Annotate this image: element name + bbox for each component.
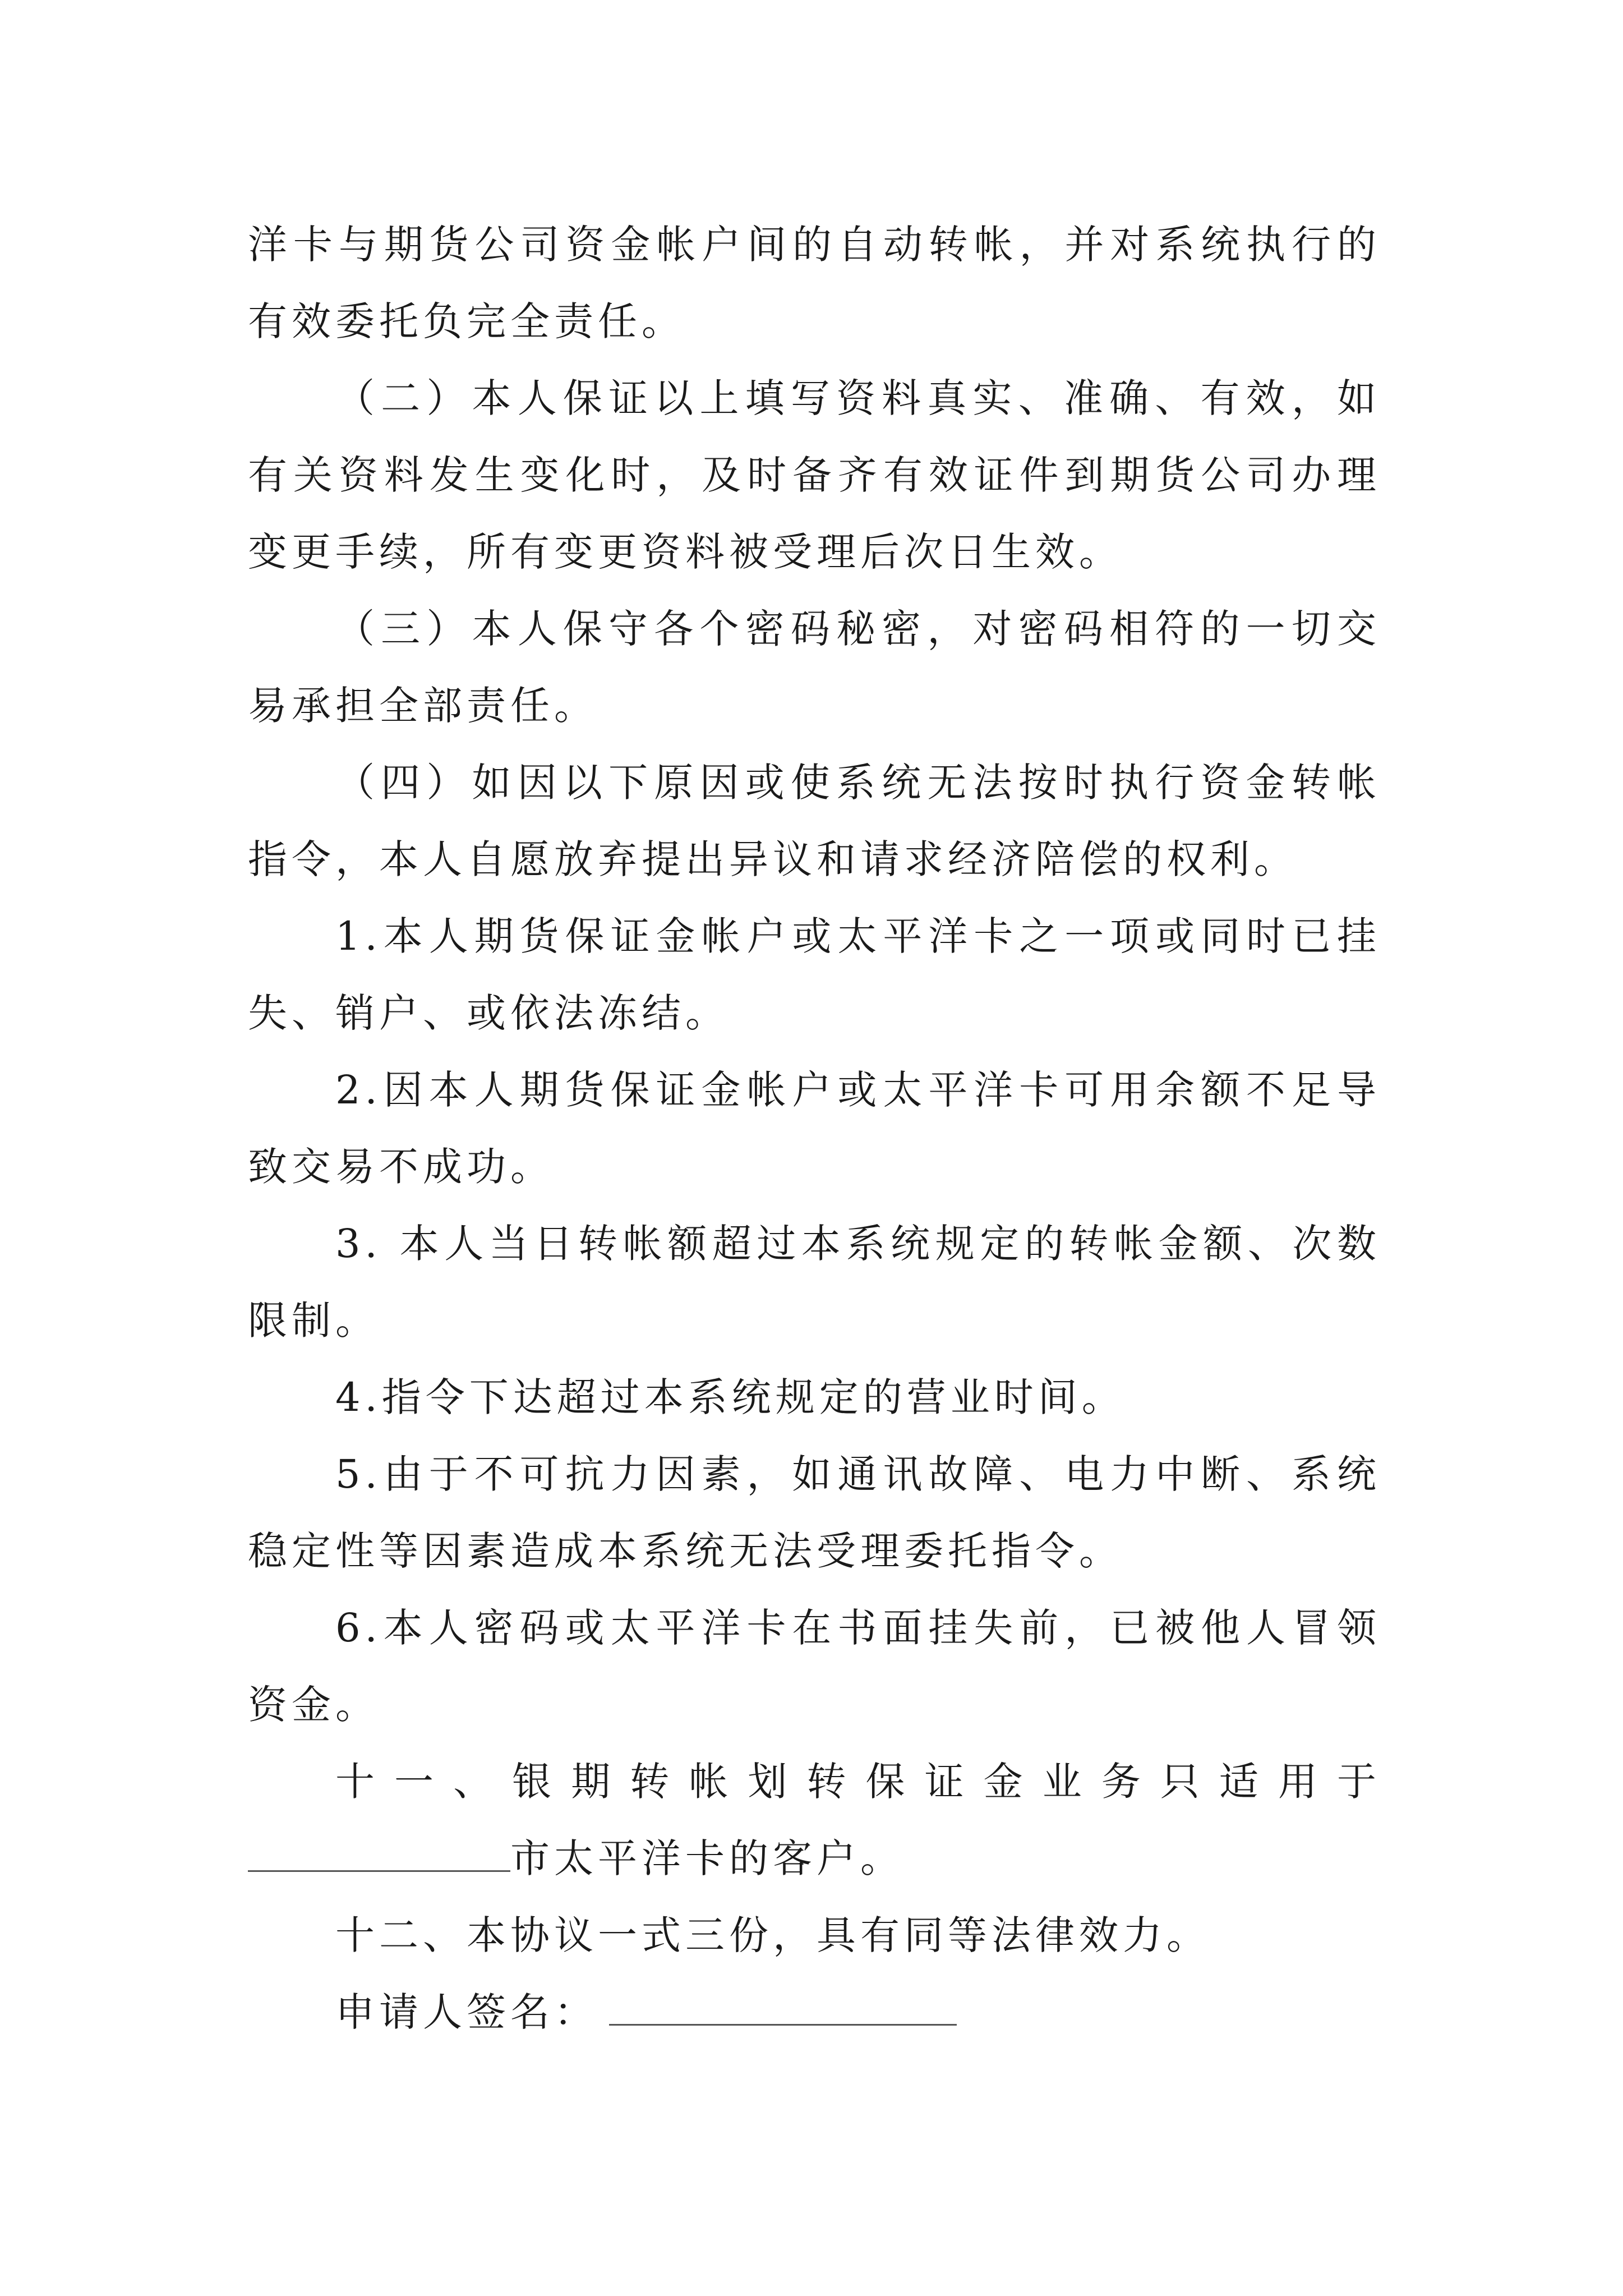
signature-row [248,1974,1381,2051]
list-item-5: 5.由于不可抗力因素，如通讯故障、电力中断、系统稳定性等因素造成本系统无法受理委托指令。 [248,1451,1381,1574]
list-item-4: 4.指令下达超过本系统规定的营业时间。 [335,1374,1126,1420]
list-item-2: 2.因本人期货保证金帐户或太平洋卡可用余额不足导致交易不成功。 [248,1067,1381,1190]
paragraph-clause-2: （二）本人保证以上填写资料真实、准确、有效，如有关资料发生变化时，及时备齐有效证件到期货公司办理变更手续，所有变更资料被受理后次日生效。 [248,375,1381,575]
signature-blank-line [609,1985,957,2026]
clause-11-suffix: 市太平洋卡的客户。 [510,1835,904,1881]
paragraph-clause-3: （三）本人保守各个密码秘密，对密码相符的一切交易承担全部责任。 [248,606,1381,729]
city-blank-line [248,1831,510,1872]
list-item-1: 1.本人期货保证金帐户或太平洋卡之一项或同时已挂失、销户、或依法冻结。 [248,913,1381,1036]
list-item-3: 3. 本人当日转帐额超过本系统规定的转帐金额、次数限制。 [248,1221,1381,1343]
paragraph-clause-4: （四）如因以下原因或使系统无法按时执行资金转帐指令，本人自愿放弃提出异议和请求经济陪偿的权利。 [248,760,1381,882]
clause-11-prefix: 十一、银期转帐划转保证金业务只适用于 [335,1759,1381,1805]
paragraph-clause-11 [248,1743,1381,1897]
paragraph-continuation: 洋卡与期货公司资金帐户间的自动转帐，并对系统执行的有效委托负完全责任。 [248,222,1381,344]
document-body [248,206,1381,2051]
signature-label: 申请人签名： [335,1989,598,2035]
paragraph-clause-12: 十二、本协议一式三份，具有同等法律效力。 [335,1912,1210,1958]
list-item-6: 6.本人密码或太平洋卡在书面挂失前，已被他人冒领资金。 [248,1605,1381,1728]
